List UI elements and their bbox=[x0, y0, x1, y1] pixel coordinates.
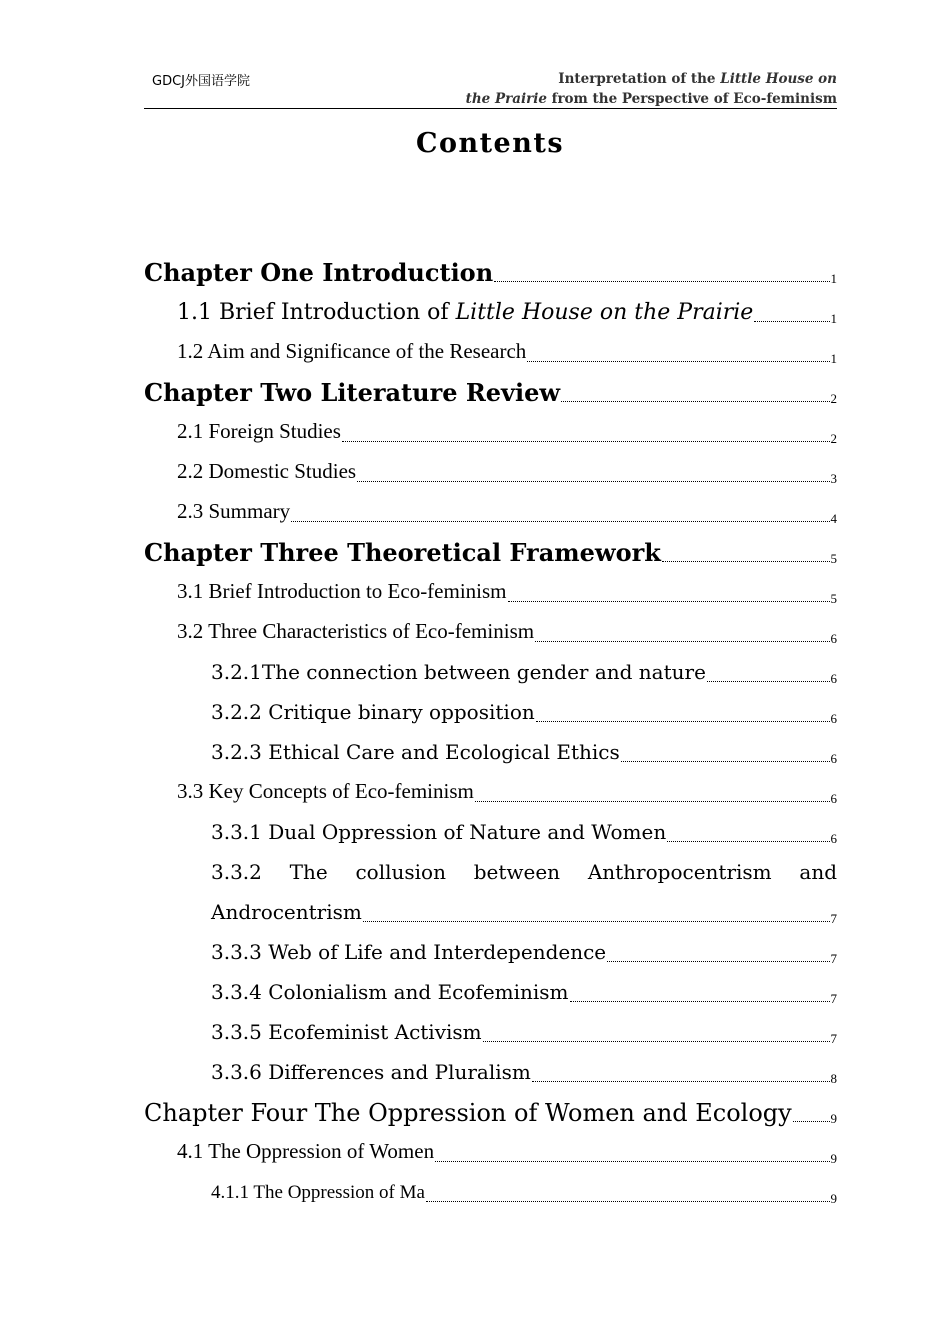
toc-chapter-4[interactable] bbox=[144, 1089, 837, 1129]
toc-page-number: 3 bbox=[830, 471, 837, 486]
toc-page-number: 2 bbox=[830, 391, 837, 406]
toc-section-4-1[interactable] bbox=[144, 1129, 837, 1169]
toc-leader bbox=[508, 601, 830, 602]
toc-page-number: 1 bbox=[830, 311, 837, 326]
toc-section-3-3-1[interactable] bbox=[144, 809, 837, 849]
toc-entry-label: 4.1.1 The Oppression of Ma bbox=[211, 1182, 425, 1203]
toc-leader bbox=[494, 281, 829, 282]
toc-page-number: 6 bbox=[830, 831, 837, 846]
toc-entry-label: 3.1 Brief Introduction to Eco-feminism bbox=[177, 579, 507, 603]
toc-leader bbox=[475, 801, 830, 802]
toc-entry-word: 3.3.2 bbox=[211, 860, 262, 884]
toc-entry-label bbox=[177, 300, 753, 329]
toc-leader bbox=[363, 921, 830, 922]
header-title-suffix: from the Perspective of Eco-feminism bbox=[546, 91, 837, 107]
toc-page-number: 7 bbox=[830, 911, 837, 926]
toc-entry-label: 3.2.3 Ethical Care and Ecological Ethics bbox=[211, 740, 620, 764]
table-of-contents bbox=[144, 249, 837, 1209]
toc-leader bbox=[357, 481, 829, 482]
toc-page-number: 1 bbox=[830, 351, 837, 366]
toc-leader bbox=[536, 721, 830, 722]
toc-leader bbox=[707, 681, 830, 682]
toc-section-2-1[interactable] bbox=[144, 409, 837, 449]
toc-leader bbox=[793, 1121, 830, 1122]
toc-leader bbox=[291, 521, 829, 522]
toc-leader bbox=[561, 401, 829, 402]
toc-entry-label: 2.2 Domestic Studies bbox=[177, 459, 357, 483]
toc-page-number: 9 bbox=[830, 1191, 837, 1206]
toc-entry-label: 2.3 Summary bbox=[177, 499, 291, 523]
toc-section-3-2-3[interactable] bbox=[144, 729, 837, 769]
toc-leader bbox=[667, 841, 829, 842]
toc-page-number: 6 bbox=[830, 711, 837, 726]
toc-page-number: 6 bbox=[830, 671, 837, 686]
toc-entry-label: 3.3.6 Differences and Pluralism bbox=[211, 1060, 531, 1084]
toc-section-3-3-2-continued[interactable] bbox=[144, 889, 837, 929]
toc-leader bbox=[754, 321, 829, 322]
toc-leader bbox=[570, 1001, 830, 1002]
page-title: Contents bbox=[415, 128, 565, 159]
toc-entry-word: and bbox=[799, 860, 837, 884]
toc-leader bbox=[483, 1041, 830, 1042]
toc-leader bbox=[435, 1161, 829, 1162]
toc-entry-label: 3.2 Three Characteristics of Eco-feminism bbox=[177, 619, 535, 643]
toc-section-1-2[interactable] bbox=[144, 329, 837, 369]
toc-entry-label: Chapter Two Literature Review bbox=[144, 378, 561, 407]
toc-page-number: 6 bbox=[830, 751, 837, 766]
toc-section-3-2-1[interactable] bbox=[144, 649, 837, 689]
toc-section-3-3-2[interactable] bbox=[144, 849, 837, 889]
toc-page-number: 9 bbox=[830, 1151, 837, 1166]
toc-leader bbox=[662, 561, 830, 562]
toc-entry-word: between bbox=[473, 860, 561, 884]
toc-entry-label: Chapter Three Theoretical Framework bbox=[144, 538, 661, 567]
toc-section-3-2[interactable] bbox=[144, 609, 837, 649]
toc-section-1-1[interactable] bbox=[144, 289, 837, 329]
toc-section-4-1-1[interactable] bbox=[144, 1169, 837, 1209]
toc-page-number: 9 bbox=[830, 1111, 837, 1126]
toc-page-number: 6 bbox=[830, 631, 837, 646]
header-title-prefix: Interpretation of the bbox=[558, 71, 721, 87]
header-rule bbox=[144, 108, 837, 109]
toc-page-number: 1 bbox=[830, 271, 837, 286]
toc-leader bbox=[527, 361, 829, 362]
toc-leader bbox=[426, 1201, 830, 1202]
toc-entry-label-prefix: 1.1 Brief Introduction of bbox=[177, 300, 456, 325]
header-title-italic-2: the Prairie bbox=[465, 91, 547, 107]
toc-page-number: 7 bbox=[830, 951, 837, 966]
toc-entry-label: 4.1 The Oppression of Women bbox=[177, 1139, 435, 1163]
toc-entry-word: Anthropocentrism bbox=[587, 860, 772, 884]
toc-entry-word: The bbox=[289, 860, 328, 884]
toc-page-number: 2 bbox=[830, 431, 837, 446]
toc-entry-label: 2.1 Foreign Studies bbox=[177, 419, 341, 443]
toc-page-number: 7 bbox=[830, 991, 837, 1006]
toc-entry-label: Chapter One Introduction bbox=[144, 258, 494, 287]
toc-section-3-3-5[interactable] bbox=[144, 1009, 837, 1049]
toc-entry-label: 3.3.1 Dual Oppression of Nature and Women bbox=[211, 820, 667, 844]
toc-leader bbox=[535, 641, 829, 642]
toc-page-number: 5 bbox=[830, 591, 837, 606]
toc-leader bbox=[607, 961, 829, 962]
toc-section-2-3[interactable] bbox=[144, 489, 837, 529]
toc-entry-label: Androcentrism bbox=[211, 900, 362, 924]
toc-chapter-2[interactable] bbox=[144, 369, 837, 409]
toc-section-3-3-6[interactable] bbox=[144, 1049, 837, 1089]
toc-page-number: 8 bbox=[830, 1071, 837, 1086]
toc-entry-label: Chapter Four The Oppression of Women and Ecology bbox=[144, 1099, 792, 1127]
toc-chapter-1[interactable] bbox=[144, 249, 837, 289]
toc-section-3-3-3[interactable] bbox=[144, 929, 837, 969]
toc-entry-label: 3.3 Key Concepts of Eco-feminism bbox=[177, 779, 474, 803]
toc-entry-label: 3.3.3 Web of Life and Interdependence bbox=[211, 940, 607, 964]
toc-entry-label: 3.3.4 Colonialism and Ecofeminism bbox=[211, 980, 569, 1004]
toc-section-3-3[interactable] bbox=[144, 769, 837, 809]
header-thesis-title bbox=[417, 69, 837, 109]
header-institution: GDCJ外国语学院 bbox=[152, 74, 250, 89]
toc-section-3-2-2[interactable] bbox=[144, 689, 837, 729]
toc-chapter-3[interactable] bbox=[144, 529, 837, 569]
toc-leader bbox=[342, 441, 830, 442]
toc-entry-word: collusion bbox=[355, 860, 446, 884]
toc-entry-label: 3.2.2 Critique binary opposition bbox=[211, 700, 535, 724]
toc-entry-label: 1.2 Aim and Significance of the Research bbox=[177, 339, 527, 363]
toc-page-number: 6 bbox=[830, 791, 837, 806]
toc-entry-label: 3.2.1The connection between gender and nature bbox=[211, 660, 706, 684]
toc-leader bbox=[621, 761, 830, 762]
toc-section-3-3-4[interactable] bbox=[144, 969, 837, 1009]
toc-page-number: 4 bbox=[830, 511, 837, 526]
toc-leader bbox=[532, 1081, 830, 1082]
header-title-italic-1: Little House on bbox=[720, 71, 837, 87]
toc-entry-label: 3.3.5 Ecofeminist Activism bbox=[211, 1020, 482, 1044]
toc-page-number: 5 bbox=[830, 551, 837, 566]
toc-page-number: 7 bbox=[830, 1031, 837, 1046]
toc-entry-label-italic: Little House on the Prairie bbox=[455, 300, 754, 325]
toc-section-2-2[interactable] bbox=[144, 449, 837, 489]
toc-section-3-1[interactable] bbox=[144, 569, 837, 609]
